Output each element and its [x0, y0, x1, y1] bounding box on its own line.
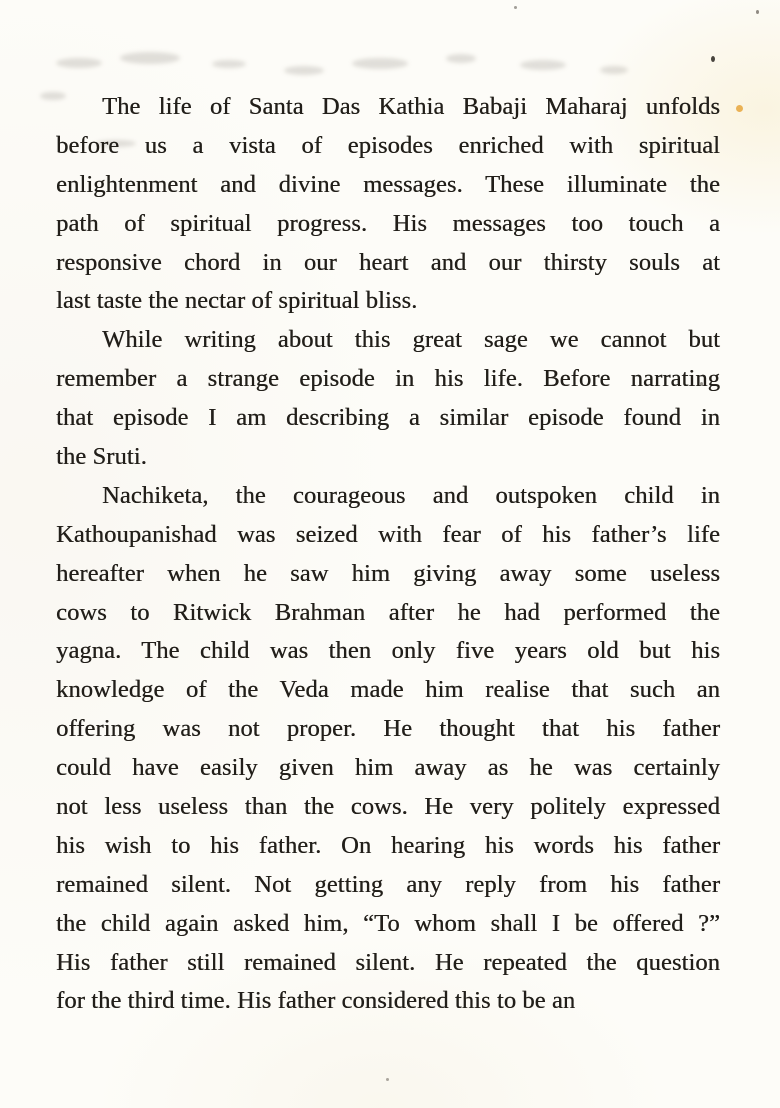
ink-speck: [514, 6, 517, 9]
paragraph-nachiketa: [56, 477, 720, 1021]
text-line: the Sruti.: [56, 443, 147, 471]
scan-smudge: [284, 66, 324, 75]
text-line: The life of Santa Das Kathia Babaji Maharaj unfolds: [102, 93, 720, 120]
text-line: remained silent. Not getting any reply from his father: [56, 870, 720, 898]
scan-smudge: [352, 58, 408, 69]
color-speck: [736, 105, 743, 112]
text-line: for the third time. His father considered this to be an: [56, 987, 576, 1015]
text-line: His father still remained silent. He repeated the question: [56, 948, 720, 976]
text-line: cows to Ritwick Brahman after he had performed the: [56, 598, 720, 626]
text-line: knowledge of the Veda made him realise that such an: [56, 676, 720, 704]
text-line: Nachiketa, the courageous and outspoken child in: [102, 481, 720, 509]
text-line: enlightenment and divine messages. These illuminate the: [56, 170, 720, 198]
paragraph-episode: [56, 321, 720, 477]
text-line: remember a strange episode in his life. Before narrating: [56, 365, 720, 393]
ink-speck: [756, 10, 759, 14]
scan-smudge: [446, 54, 476, 63]
text-line: before us a vista of episodes enriched with spiritual: [56, 131, 720, 159]
scan-smudge: [600, 66, 628, 74]
scan-smudge: [520, 60, 566, 70]
text-line: offering was not proper. He thought that his father: [56, 715, 720, 743]
scan-smudge: [212, 60, 246, 68]
text-line: responsive chord in our heart and our thirsty souls at: [56, 248, 720, 276]
scan-smudge: [56, 58, 102, 68]
text-line: the child again asked him, “To whom shall I be offered ?”: [56, 909, 720, 937]
scan-smudge: [120, 52, 180, 64]
text-line: could have easily given him away as he was certainly: [56, 754, 720, 782]
text-line: path of spiritual progress. His messages too touch a: [56, 209, 720, 237]
text-line: hereafter when he saw him giving away some useless: [56, 559, 720, 587]
paragraph-intro: [56, 88, 720, 321]
text-line: last taste the nectar of spiritual bliss.: [56, 287, 418, 315]
text-line: While writing about this great sage we cannot but: [102, 326, 720, 354]
text-line: yagna. The child was then only five years old but his: [56, 637, 720, 665]
text-line: that episode I am describing a similar episode found in: [56, 404, 720, 432]
ink-speck: [711, 56, 715, 62]
text-line: not less useless than the cows. He very politely expressed: [56, 793, 720, 821]
body-text: [56, 88, 720, 1021]
ink-speck: [386, 1078, 389, 1081]
text-line: Kathoupanishad was seized with fear of his father’s life: [56, 520, 720, 548]
text-line: his wish to his father. On hearing his words his father: [56, 831, 720, 859]
